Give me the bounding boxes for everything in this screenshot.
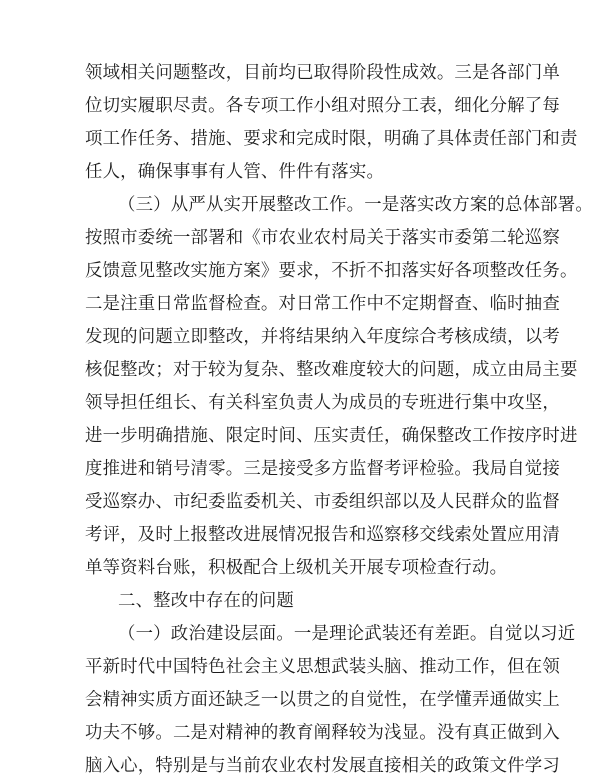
paragraph-line: 领导担任组长、有关科室负责人为成员的专班进行集中攻坚，	[85, 393, 560, 413]
paragraph-line: 发现的问题立即整改，并将结果纳入年度综合考核成绩，以考	[85, 327, 560, 347]
paragraph-line: （一）政治建设层面。一是理论武装还有差距。自觉以习近	[118, 624, 576, 644]
paragraph-line: 会精神实质方面还缺乏一以贯之的自觉性，在学懂弄通做实上	[85, 690, 560, 710]
paragraph-line: 任人，确保事事有人管、件件有落实。	[85, 162, 385, 182]
paragraph-line: 平新时代中国特色社会主义思想武装头脑、推动工作，但在领	[85, 657, 560, 677]
paragraph-line: 二是注重日常监督检查。对日常工作中不定期督查、临时抽查	[85, 294, 560, 314]
paragraph-line: 按照市委统一部署和《市农业农村局关于落实市委第二轮巡察	[85, 228, 560, 248]
paragraph-line: 脑入心，特别是与当前农业农村发展直接相关的政策文件学习	[85, 756, 560, 776]
paragraph-line: 度推进和销号清零。三是接受多方监督考评检验。我局自觉接	[85, 459, 560, 479]
paragraph-line: 受巡察办、市纪委监委机关、市委组织部以及人民群众的监督	[85, 492, 560, 512]
paragraph-line: 考评，及时上报整改进展情况报告和巡察移交线索处置应用清	[85, 525, 560, 545]
paragraph-line: 核促整改；对于较为复杂、整改难度较大的问题，成立由局主要	[85, 360, 578, 380]
paragraph-line: 功夫不够。二是对精神的教育阐释较为浅显。没有真正做到入	[85, 723, 560, 743]
paragraph-line: 反馈意见整改实施方案》要求，不折不扣落实好各项整改任务。	[85, 261, 578, 281]
section-heading: 二、整改中存在的问题	[118, 591, 294, 611]
paragraph-line: 进一步明确措施、限定时间、压实责任，确保整改工作按序时进	[85, 426, 578, 446]
paragraph-line: 单等资料台账，积极配合上级机关开展专项检查行动。	[85, 558, 508, 578]
paragraph-line: 领域相关问题整改，目前均已取得阶段性成效。三是各部门单	[85, 63, 560, 83]
paragraph-line: 位切实履职尽责。各专项工作小组对照分工表，细化分解了每	[85, 96, 560, 116]
paragraph-line: 项工作任务、措施、要求和完成时限，明确了具体责任部门和责	[85, 129, 578, 149]
paragraph-line: （三）从严从实开展整改工作。一是落实改方案的总体部署。	[118, 195, 593, 215]
